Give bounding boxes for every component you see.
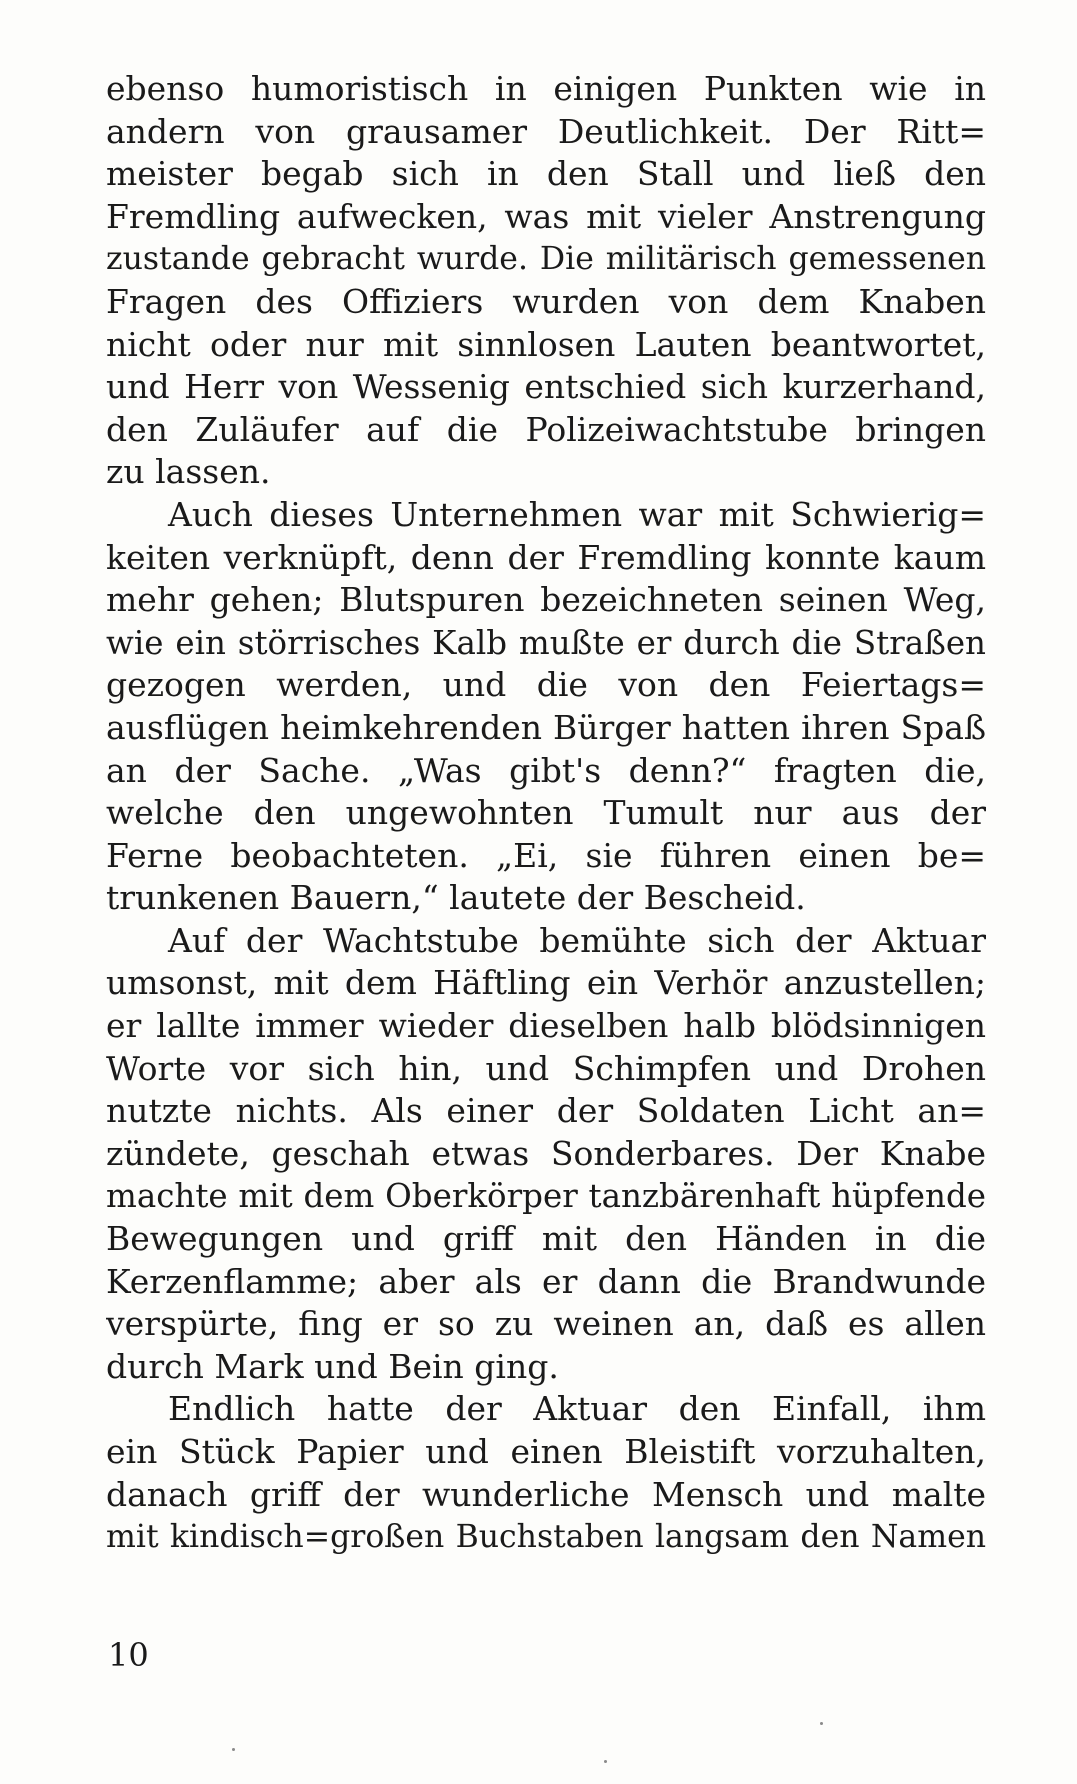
text-line: durch Mark und Bein ging. [106, 1346, 559, 1386]
body-text [106, 68, 986, 1559]
text-line: nicht oder nur mit sinnlosen Lauten beantwortet, [106, 324, 986, 364]
scan-speck [232, 1748, 235, 1751]
text-line: den Zuläufer auf die Polizeiwachtstube bringen [106, 409, 986, 449]
text-line: umsonst, mit dem Häftling ein Verhör anzustellen; [106, 963, 986, 1003]
text-line: Bewegungen und griff mit den Händen in die [106, 1219, 986, 1259]
text-line: er lallte immer wieder dieselben halb blödsinnigen [106, 1006, 986, 1046]
text-line: gezogen werden, und die von den Feiertags= [106, 665, 986, 705]
text-line: Endlich hatte der Aktuar den Einfall, ihm [168, 1389, 986, 1429]
text-line: zündete, geschah etwas Sonderbares. Der Knabe [106, 1133, 986, 1173]
page-number: 10 [108, 1636, 149, 1674]
text-line: keiten verknüpft, denn der Fremdling konnte kaum [106, 537, 986, 577]
text-line: nutzte nichts. Als einer der Soldaten Licht an= [106, 1091, 986, 1131]
text-line: welche den ungewohnten Tumult nur aus der [106, 793, 986, 833]
text-line: an der Sache. „Was gibt's denn?“ fragten die, [106, 750, 986, 790]
text-line: mehr gehen; Blutspuren bezeichneten seinen Weg, [106, 580, 986, 620]
text-line: ein Stück Papier und einen Bleistift vorzuhalten, [106, 1432, 986, 1471]
text-line: meister begab sich in den Stall und ließ den [106, 154, 986, 194]
text-line: zustande gebracht wurde. Die militärisch gemessenen [106, 241, 986, 278]
text-line: wie ein störrisches Kalb mußte er durch die Straßen [106, 623, 986, 662]
text-line: Ferne beobachteten. „Ei, sie führen einen be= [106, 835, 986, 875]
text-line: und Herr von Wessenig entschied sich kurzerhand, [106, 367, 986, 407]
text-line: Fremdling aufwecken, was mit vieler Anstrengung [106, 196, 986, 236]
text-line: Auch dieses Unternehmen war mit Schwierig= [168, 494, 986, 534]
text-line: zu lassen. [106, 452, 271, 492]
text-line: ebenso humoristisch in einigen Punkten wie in [106, 69, 986, 108]
text-line: verspürte, fing er so zu weinen an, daß es allen [106, 1304, 986, 1344]
text-line: Worte vor sich hin, und Schimpfen und Drohen [106, 1048, 986, 1088]
scan-speck [604, 1760, 607, 1763]
text-line: trunkenen Bauern,“ lautete der Bescheid. [106, 878, 806, 918]
text-line: ausflügen heimkehrenden Bürger hatten ihren Spaß [106, 707, 986, 747]
scan-speck [820, 1722, 823, 1725]
text-line: Auf der Wachtstube bemühte sich der Aktuar [168, 920, 986, 960]
text-line: danach griff der wunderliche Mensch und malte [106, 1474, 986, 1514]
text-line: Kerzenflamme; aber als er dann die Brandwunde [106, 1261, 986, 1301]
text-line: andern von grausamer Deutlichkeit. Der Ritt= [106, 111, 986, 151]
text-line: machte mit dem Oberkörper tanzbärenhaft hüpfende [106, 1177, 986, 1216]
text-line: Fragen des Offiziers wurden von dem Knaben [106, 281, 986, 321]
text-line: mit kindisch=großen Buchstaben langsam den Namen [106, 1519, 986, 1556]
